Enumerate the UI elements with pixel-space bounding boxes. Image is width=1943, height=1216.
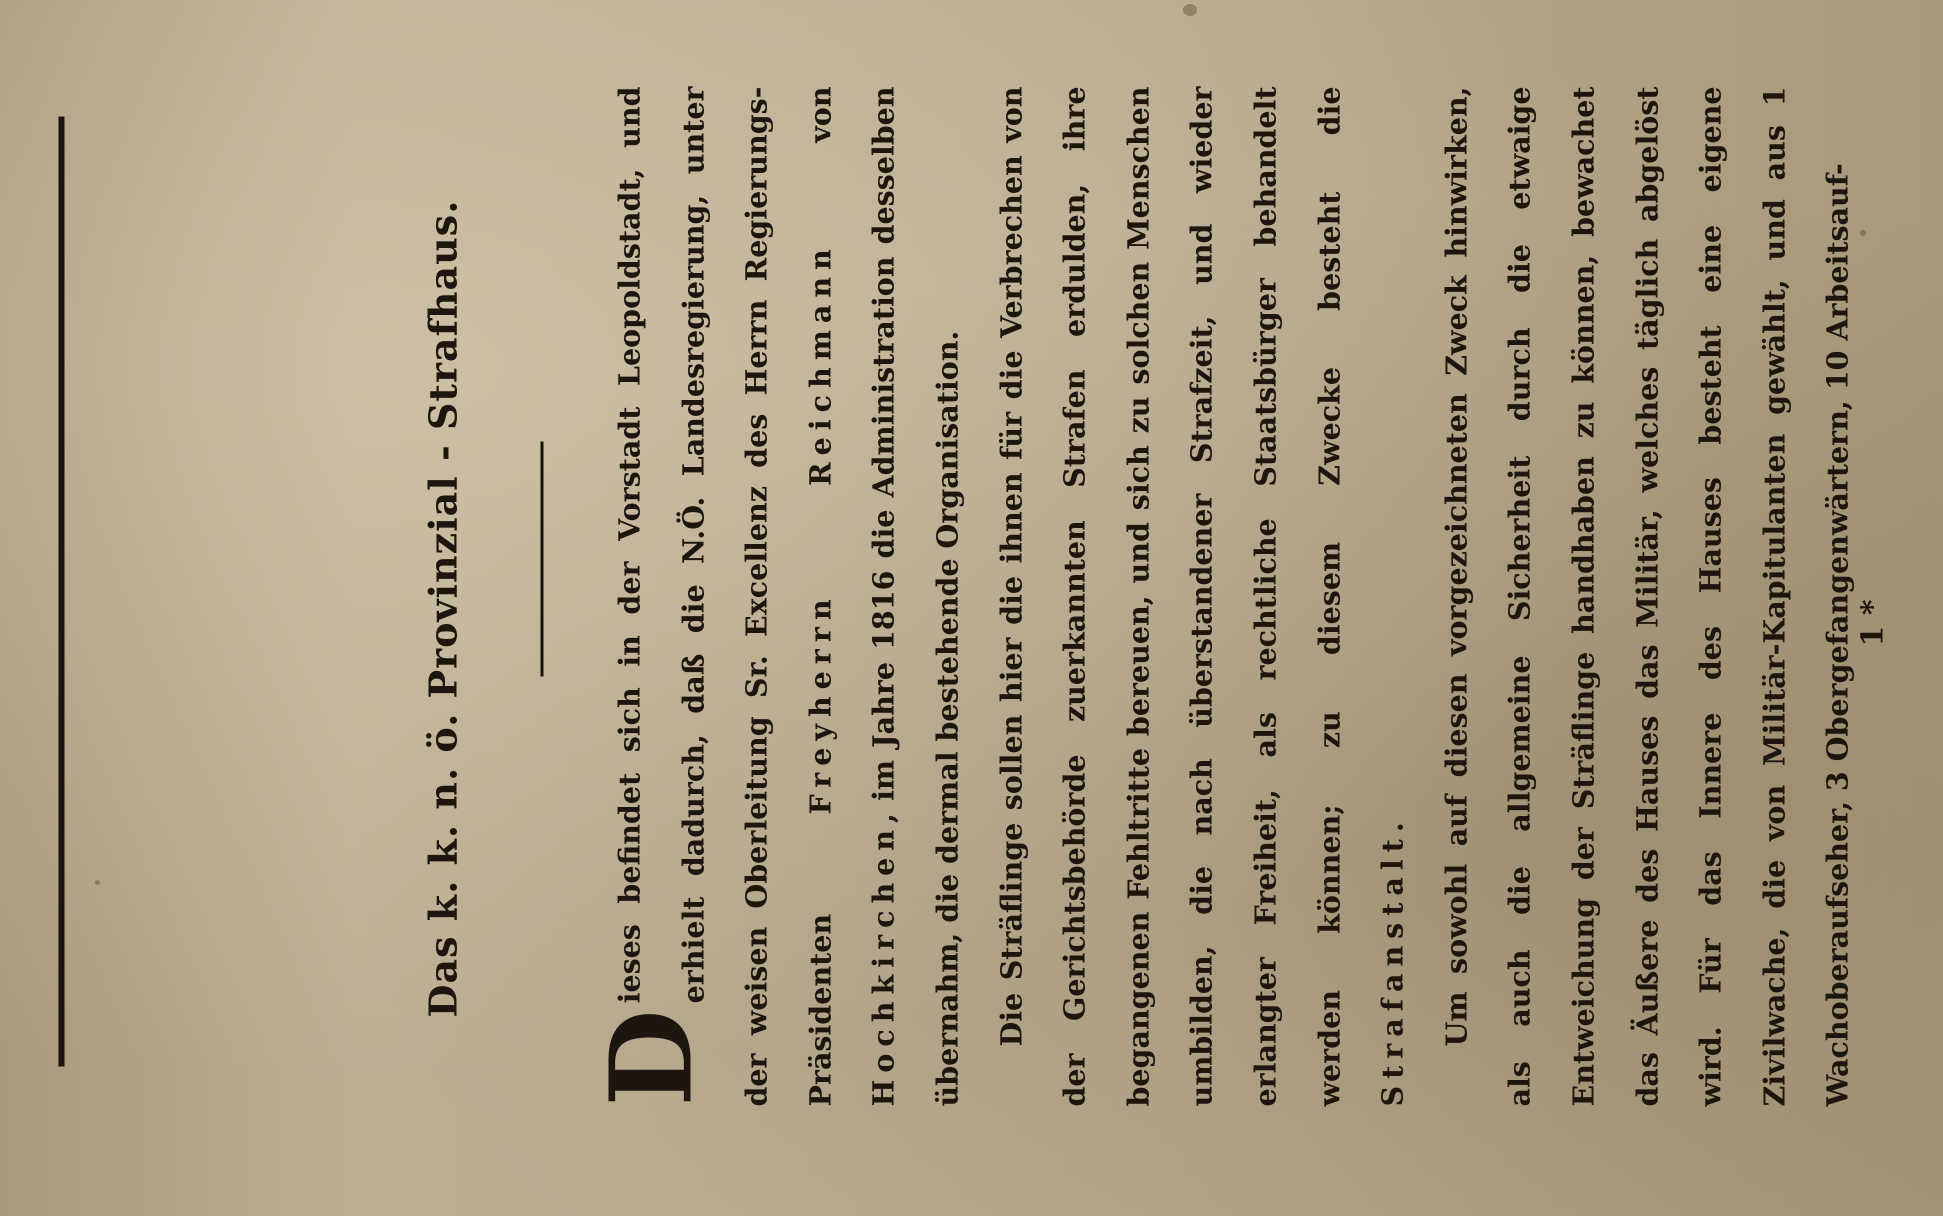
- paragraph-text: , im Jahre 1816 die Administration desselben übernahm, die dermal bestehende Organisation.: [866, 86, 964, 1106]
- drop-cap: D: [586, 1008, 717, 1106]
- paragraph-text: Die Sträflinge sollen hier die ihnen für die Verbrechen von der Gerichtsbehörde zuerkannten Strafen erdulden, ihre begangenen Fehltritte bereuen, und sich zu solchen Menschen umbilden, die nach überstandener Strafzeit, und wieder erlangter Freiheit, als rechtliche Staatsbürger behandelt werden können; zu diesem Zwecke besteht die: [993, 86, 1346, 1106]
- paragraph-end: .: [1375, 821, 1410, 832]
- paragraph-text: ieses befindet sich in der Vorstadt Leopoldstadt, und erhielt dadurch, daß die N.Ö. Landesregierung, unter der weisen Oberleitung Sr. Excellenz des Herrn Regierungs-Präsidenten: [612, 86, 837, 1106]
- paragraph-1: [586, 86, 980, 1106]
- spaced-name: Freyherrn Reichmann: [802, 241, 837, 814]
- heading-rule: [540, 441, 543, 676]
- spaced-name: Hochkirchen: [866, 822, 901, 1106]
- paragraph-text: Um sowohl auf diesen vorgezeichneten Zweck hinwirken, als auch die allgemeine Sicherheit durch die etwaige Entweichung der Sträflinge handhaben zu können, bewachet das Äußere des Hauses das Militär, welches täglich abgelöst wird. Für das Innere des Hauses besteht eine eigene Zivilwache, die von Militär-Kapitulanten gewählt, und aus 1 Wachoberaufseher, 3 Obergefangenwärtern, 10 Arbeitsauf-: [1438, 86, 1855, 1106]
- paragraph-2: [980, 86, 1425, 1106]
- page-heading: Das k. k. n. ö. Provinzial - Strafhaus.: [420, 199, 465, 1017]
- spaced-word: Strafanstalt: [1375, 831, 1410, 1106]
- body-text: [586, 86, 1870, 1106]
- paragraph-text: von: [802, 86, 837, 242]
- paragraph-3: [1425, 86, 1870, 1106]
- top-rule: [58, 116, 64, 1066]
- page-number: 1 *: [1855, 598, 1890, 646]
